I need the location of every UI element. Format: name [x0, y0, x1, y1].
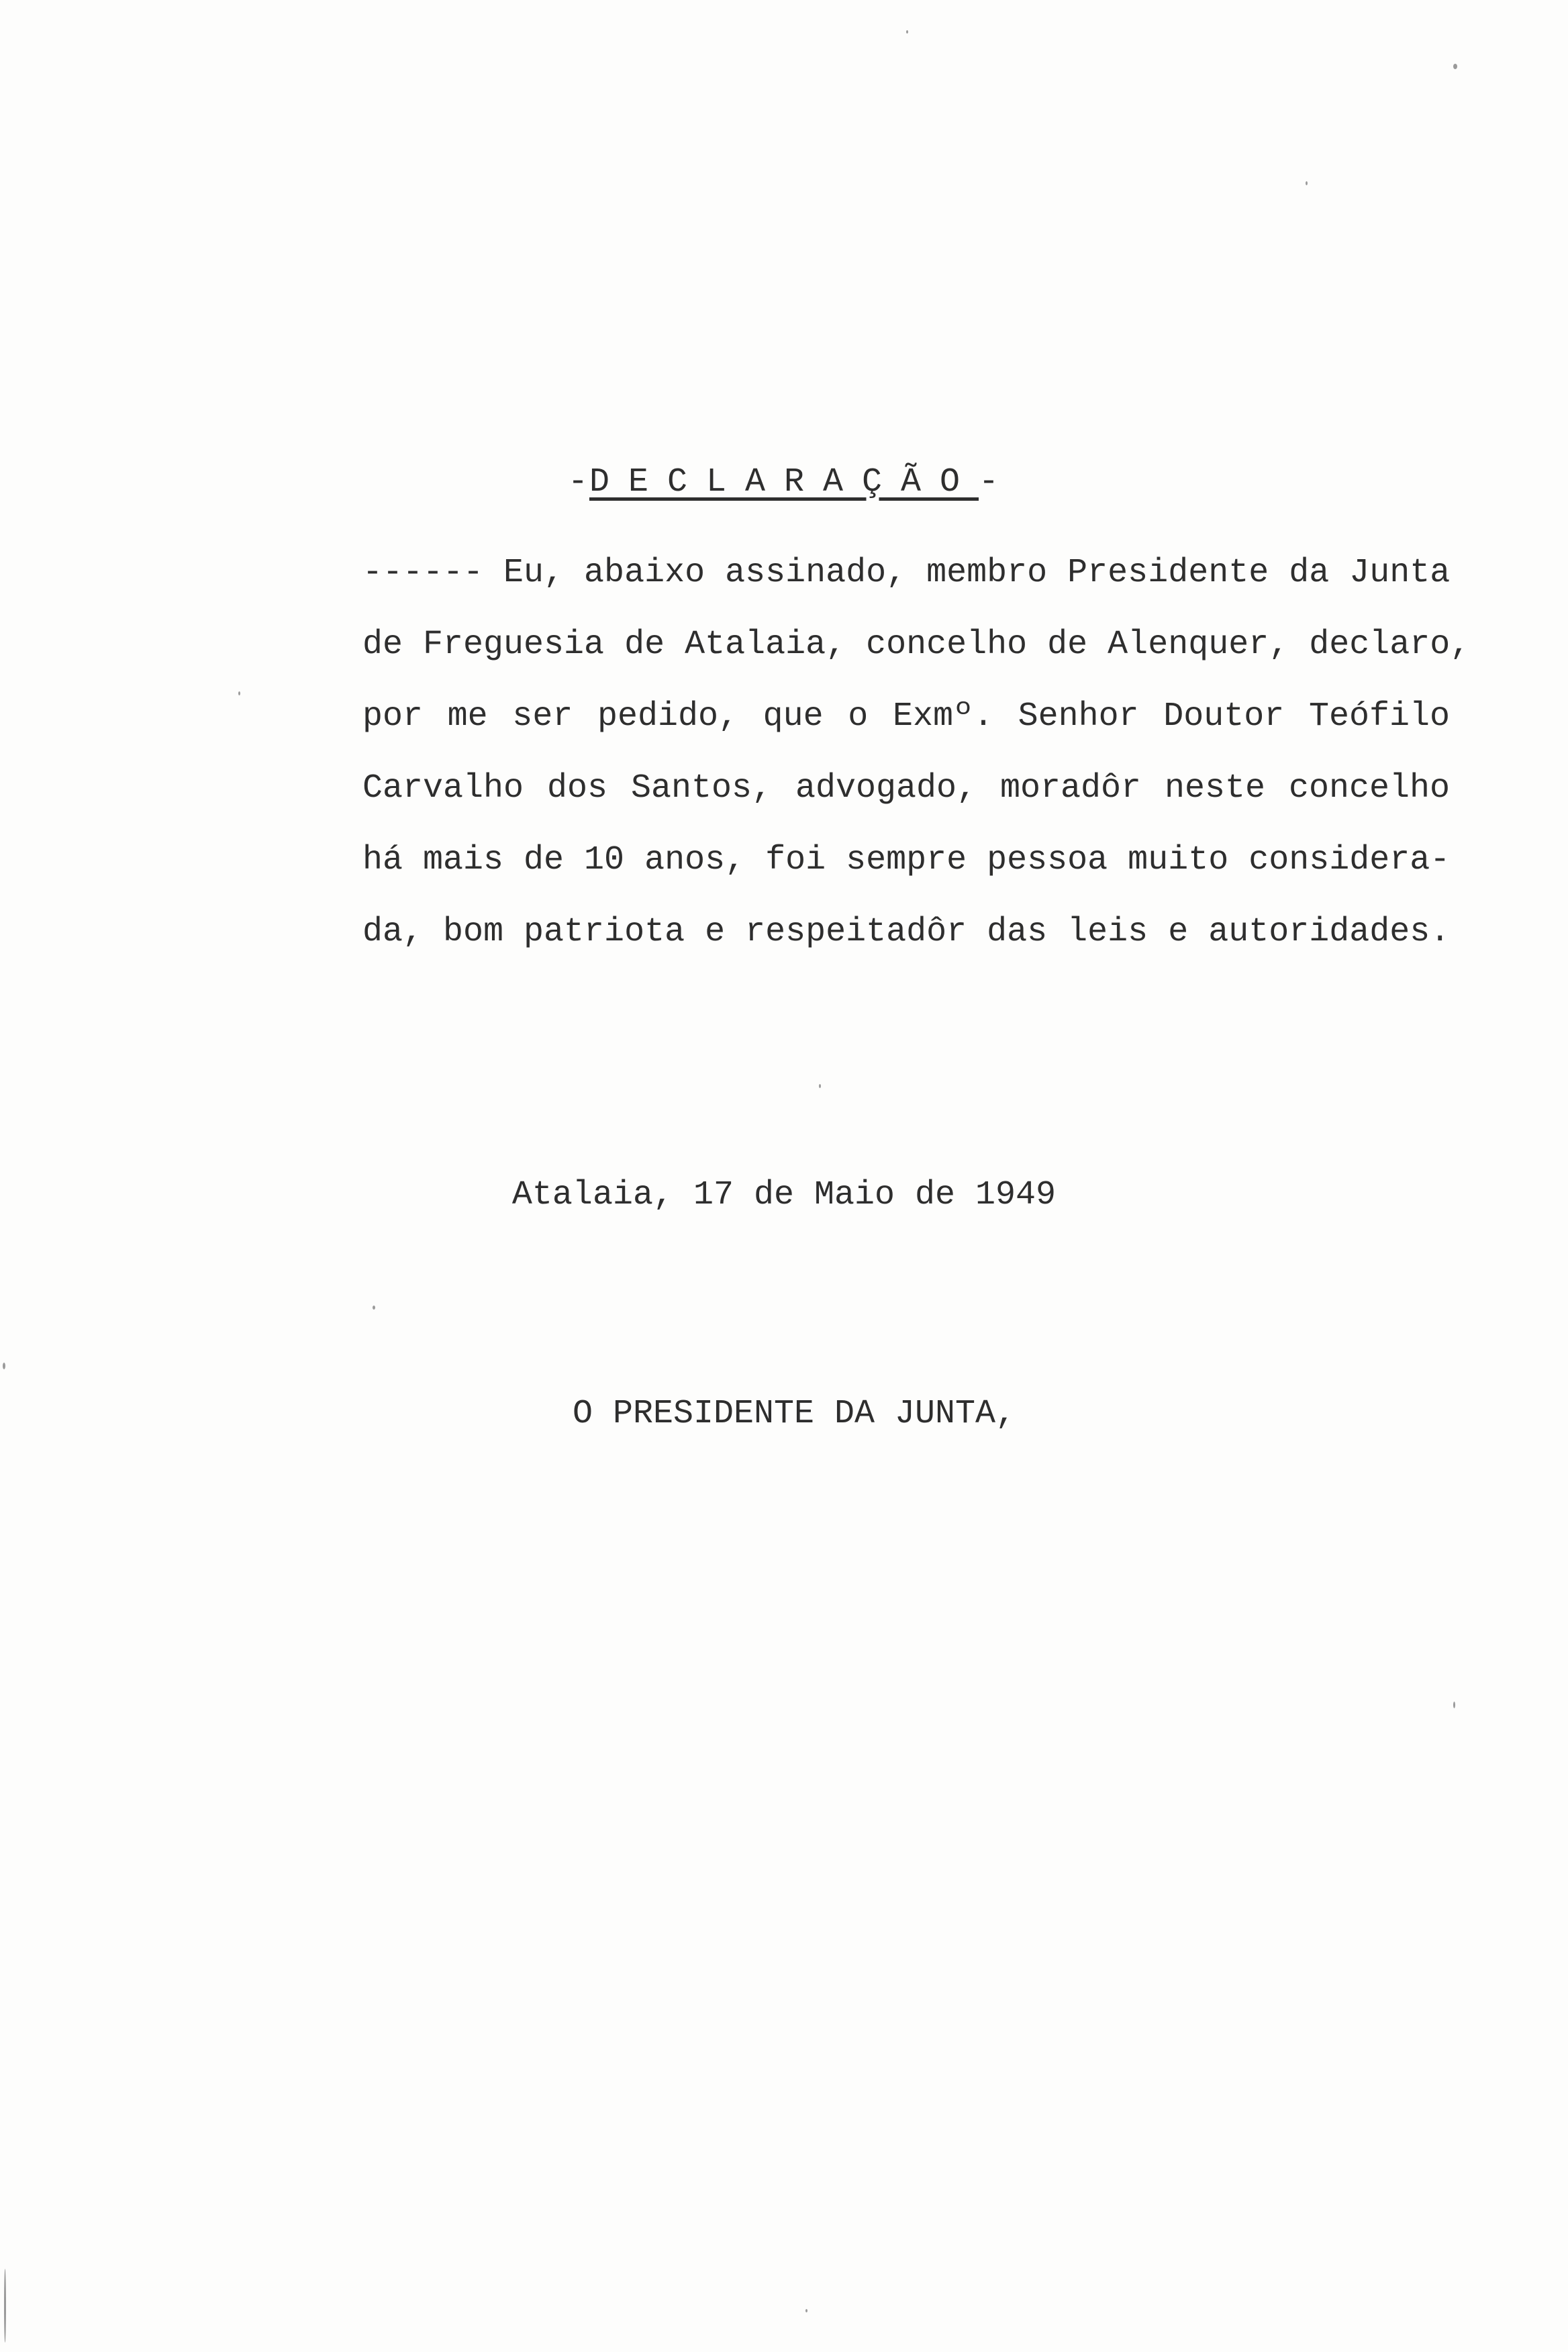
- declaration-body: [362, 537, 1471, 968]
- scan-speck: [4, 2269, 6, 2343]
- body-line: há mais de 10 anos, foi sempre pessoa muito considera-: [362, 841, 1451, 879]
- scan-speck: [1306, 181, 1308, 185]
- scan-speck: [805, 2309, 807, 2312]
- title-word: DECLARAÇÃO: [589, 463, 979, 501]
- title-prefix: -: [567, 463, 589, 501]
- scan-speck: [1453, 1702, 1455, 1708]
- body-line: Carvalho dos Santos, advogado, moradôr neste concelho: [362, 769, 1450, 807]
- scan-speck: [906, 30, 908, 34]
- body-line: ------ Eu, abaixo assinado, membro Presidente da Junta: [362, 554, 1451, 592]
- body-line: de Freguesia de Atalaia, concelho de Alenquer, declaro,: [362, 626, 1471, 664]
- document-title: [0, 463, 1568, 501]
- place-date: Atalaia, 17 de Maio de 1949: [511, 1176, 1057, 1214]
- body-line: por me ser pedido, que o Exmº. Senhor Doutor Teófilo: [362, 697, 1450, 736]
- scan-speck: [1453, 64, 1457, 69]
- scan-speck: [3, 1363, 5, 1369]
- scan-speck: [238, 691, 240, 695]
- signature-label: O PRESIDENTE DA JUNTA,: [572, 1395, 1016, 1433]
- scan-speck: [819, 1084, 821, 1088]
- scan-speck: [373, 1306, 375, 1310]
- title-suffix: -: [979, 463, 1001, 501]
- body-line: da, bom patriota e respeitadôr das leis e autoridades.: [362, 913, 1451, 951]
